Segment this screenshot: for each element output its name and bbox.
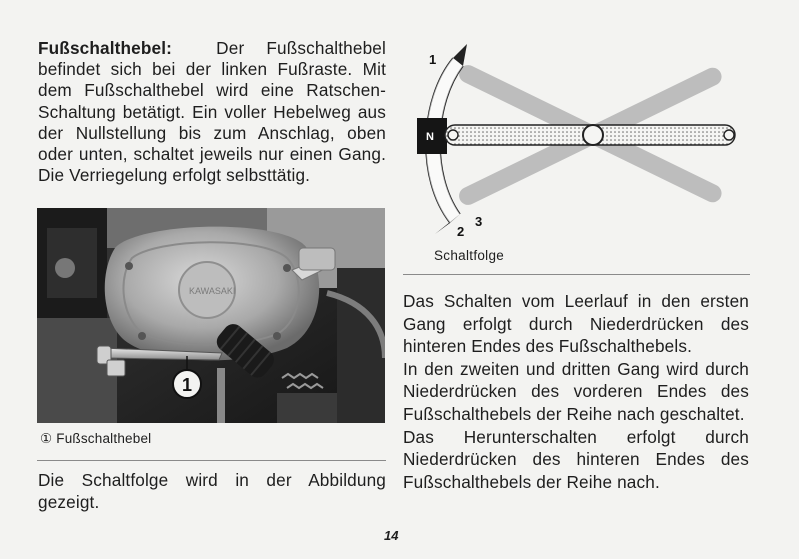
gear-label-n: N <box>426 131 434 143</box>
intro-text: Der Fußschalthebel befindet sich bei der linken Fußraste. Mit dem Fußschalthebel wird eine Ratschen-Schaltung betätigt. Ein voller Hebelweg aus der Nullstellung bis zum Anschlag, oben oder unten, schaltet jeweils nur einen Gang. Die Verriegelung erfolgt selbsttätig. <box>38 38 386 186</box>
intro-paragraph <box>38 38 386 186</box>
svg-text:KAWASAKI: KAWASAKI <box>189 286 236 296</box>
section-heading: Fußschalthebel: <box>38 38 173 58</box>
paragraph-upshift: In den zweiten und dritten Gang wird durch Niederdrücken des vorderen Endes des Fußschalthebels der Reihe nach geschaltet. <box>403 358 749 424</box>
page-number: 14 <box>384 528 399 543</box>
diagram-caption: Schaltfolge <box>434 248 505 263</box>
paragraph-first-gear: Das Schalten vom Leerlauf in den ersten Gang erfolgt durch Niederdrücken des hinteren Endes des Fußschalthebels. <box>403 291 749 357</box>
shift-diagram-svg <box>405 38 765 248</box>
left-bottom-paragraph: Die Schaltfolge wird in der Abbildung gezeigt. <box>38 470 386 512</box>
left-divider <box>37 460 386 461</box>
gear-label-2: 2 <box>457 224 465 239</box>
gear-label-3: 3 <box>475 214 483 229</box>
right-divider <box>403 274 750 275</box>
engine-photo-illustration <box>37 208 385 423</box>
engine-photo <box>37 208 385 423</box>
photo-caption: ① Fußschalthebel <box>40 431 152 446</box>
shift-pattern-diagram <box>405 38 765 248</box>
gear-label-1: 1 <box>429 52 437 67</box>
callout-number: 1 <box>181 375 193 395</box>
paragraph-downshift: Das Herunterschalten erfolgt durch Niederdrücken des hinteren Endes des Fußschalthebels der Reihe nach. <box>403 426 749 492</box>
right-column-text <box>403 290 749 493</box>
